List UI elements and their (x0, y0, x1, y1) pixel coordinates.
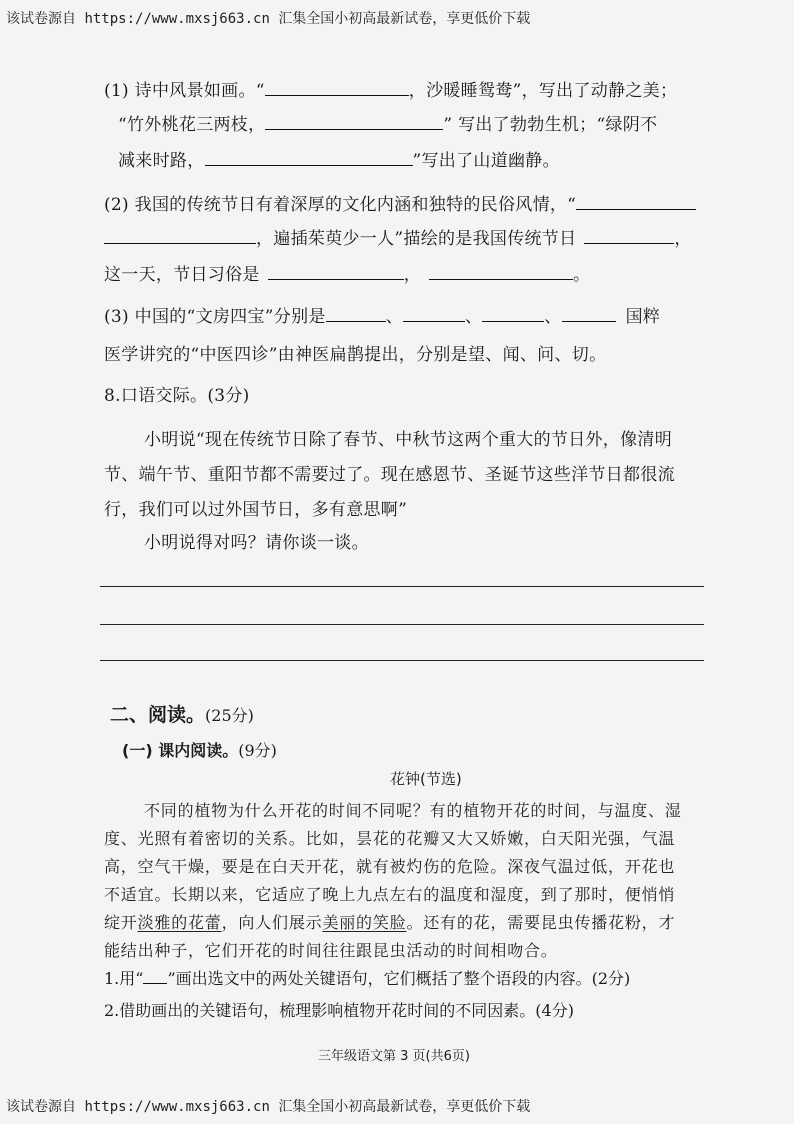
q7-p1-line2-text-b: ” 写出了勃勃生机；“绿阴不 (443, 115, 658, 135)
q7-p2-line2-text: ，遍插茱萸少一人”描绘的是我国传统节日 (256, 229, 577, 249)
passage-line: 高，空气干燥，要是在白天开花，就有被灼伤的危险。深夜气温过低，开花也 (104, 857, 676, 876)
q7-p2-text: (2) 我国的传统节日有着深厚的文化内涵和独特的民俗风情，“ (104, 195, 577, 215)
answer-line[interactable] (100, 624, 704, 625)
q7-p1-line3-text-a: 减来时路， (118, 151, 205, 171)
answer-blank[interactable] (576, 195, 696, 210)
q8-para-line1: 小明说“现在传统节日除了春节、中秋节这两个重大的节日外，像清明 (144, 430, 672, 450)
q7-p3-text-a: (3) 中国的“文房四宝”分别是 (104, 307, 326, 327)
answer-blank[interactable] (265, 115, 443, 130)
q7-p1-line3-text-b: ”写出了山道幽静。 (412, 151, 560, 171)
q7-p1-line1 (104, 76, 677, 101)
answer-blank[interactable] (268, 265, 404, 280)
subsection-title (122, 738, 277, 761)
banner-suffix: 汇集全国小初高最新试卷，享更低价下载 (278, 11, 531, 27)
underlined-phrase: 淡雅的花蕾 (137, 913, 222, 932)
passage-text: ，向人们展示 (221, 913, 323, 932)
section-2-title (110, 700, 254, 727)
q7-p3-text-b: 国粹 (625, 307, 661, 327)
passage-title: 花钟(节选) (390, 770, 462, 788)
passage-line: 能结出种子，它们开花的时间往往跟昆虫活动的时间相吻合。 (104, 941, 558, 960)
q8-heading: 8.口语交际。(3分) (104, 386, 250, 406)
q7-p2-line1 (104, 190, 696, 215)
subsection-points: (9分) (238, 741, 277, 760)
answer-blank[interactable] (403, 307, 465, 322)
answer-blank[interactable] (326, 307, 386, 322)
reading-q1-text-b: ”画出选文中的两处关键语句，它们概括了整个语段的内容。(2分) (167, 969, 631, 988)
q7-p3-line2: 医学讲究的“中医四诊”由神医扁鹊提出，分别是望、闻、问、切。 (104, 345, 607, 365)
separator: 、 (385, 307, 403, 327)
passage-line: 不适宜。长期以来，它适应了晚上九点左右的温度和湿度，到了那时，便悄悄 (104, 885, 676, 904)
q7-p2-line3 (104, 260, 590, 285)
banner-url[interactable]: https://www.mxsj663.cn (84, 1099, 270, 1115)
answer-blank[interactable] (482, 307, 544, 322)
q8-para-line2: 节、端午节、重阳节都不需要过了。现在感恩节、圣诞节这些洋节日都很流 (104, 465, 675, 485)
banner-url[interactable]: https://www.mxsj663.cn (84, 11, 270, 27)
underline-symbol (143, 974, 167, 984)
section-2-title-text: 二、阅读。 (110, 704, 206, 726)
q7-p3-line1 (104, 302, 660, 327)
page-footer: 三年级语文第 3 页(共6页) (318, 1049, 470, 1064)
banner-prefix: 该试卷源自 (6, 11, 76, 27)
q7-p2-line3-text-b: ， (403, 265, 422, 285)
separator: 、 (464, 307, 483, 327)
reading-q1-text-a: 1.用“ (104, 969, 144, 988)
answer-blank[interactable] (104, 229, 256, 244)
q7-p2-line2: ，遍插茱萸少一人”描绘的是我国传统节日 ， (104, 224, 692, 249)
answer-blank[interactable] (265, 81, 409, 96)
banner-prefix: 该试卷源自 (6, 1099, 76, 1115)
q7-p1-line3 (118, 146, 560, 171)
source-banner-bottom (6, 1096, 530, 1116)
underlined-phrase: 美丽的笑脸 (322, 913, 407, 932)
passage-line: 度、光照有着密切的关系。比如，昙花的花瓣又大又娇嫩，白天阳光强，气温 (104, 829, 676, 848)
answer-blank[interactable] (429, 265, 573, 280)
q7-p1-line2 (118, 110, 657, 135)
answer-blank[interactable] (562, 307, 616, 322)
q7-p1-text-a: (1) 诗中风景如画。“ (104, 81, 265, 101)
reading-q1 (104, 966, 630, 989)
q7-p2-line3-text-a: 这一天，节日习俗是 (104, 265, 260, 285)
answer-line[interactable] (100, 586, 704, 587)
q7-p1-line2-text-a: “竹外桃花三两枝， (118, 115, 266, 135)
q7-p2-line3-text-c: 。 (573, 265, 591, 285)
section-2-points: (25分) (205, 706, 254, 725)
source-banner-top (6, 8, 530, 28)
banner-suffix: 汇集全国小初高最新试卷，享更低价下载 (278, 1099, 531, 1115)
passage-text: 。还有的花，需要昆虫传播花粉，才 (406, 913, 676, 932)
passage-line (104, 910, 675, 933)
q7-p1-text-b: ，沙暖睡鸳鸯”，写出了动静之美； (408, 81, 678, 101)
subsection-title-text: (一) 课内阅读。 (122, 741, 239, 760)
q8-para-line3: 行，我们可以过外国节日，多有意思啊” (104, 500, 408, 520)
q8-prompt: 小明说得对吗？请你谈一谈。 (144, 533, 369, 553)
separator: 、 (544, 307, 562, 327)
answer-blank[interactable] (205, 151, 413, 166)
reading-q2: 2.借助画出的关键语句，梳理影响植物开花时间的不同因素。(4分) (104, 1001, 574, 1020)
answer-blank[interactable] (584, 229, 674, 244)
passage-line: 不同的植物为什么开花的时间不同呢？有的植物开花的时间，与温度、湿 (144, 801, 682, 820)
passage-text: 绽开 (104, 913, 138, 932)
answer-line[interactable] (100, 660, 704, 661)
